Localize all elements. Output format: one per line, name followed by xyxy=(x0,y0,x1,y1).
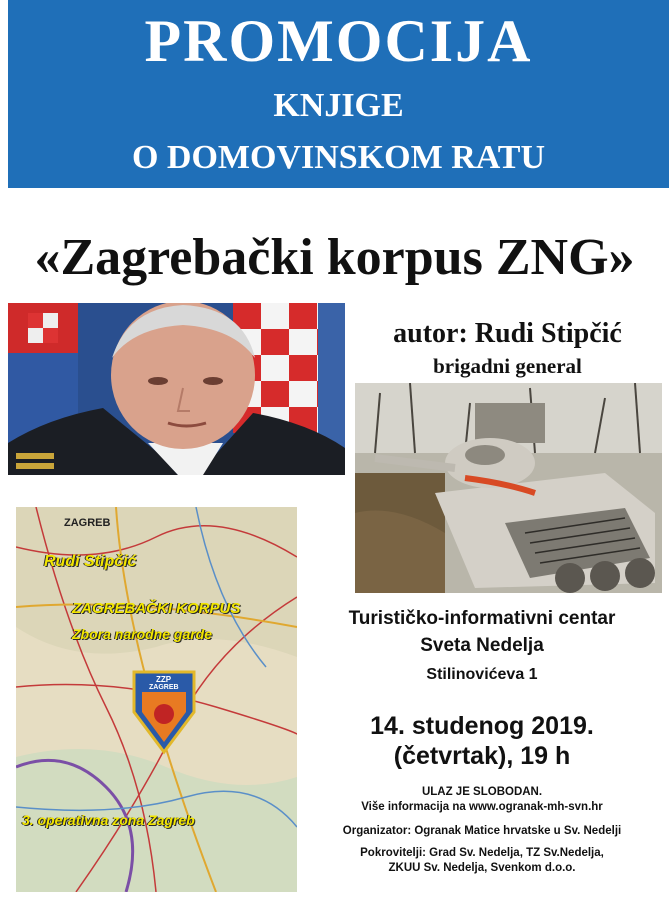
event-date: 14. studenog 2019. xyxy=(370,712,594,740)
venue-name-line2: Sveta Nedelja xyxy=(420,635,544,656)
author-photo xyxy=(8,303,345,475)
tank-photo xyxy=(355,383,662,593)
poster-subtitle-line1: KNJIGE xyxy=(273,87,404,124)
venue-name-line1: Turističko-informativni centar xyxy=(348,608,616,629)
entry-info: ULAZ JE SLOBODAN. xyxy=(421,786,543,798)
poster-title: PROMOCIJA xyxy=(144,8,533,74)
author-rank: brigadni general xyxy=(433,354,582,378)
author-photo-illustration xyxy=(8,303,345,475)
book-title: «Zagrebački korpus ZNG» xyxy=(34,229,635,286)
cover-emblem-top: ZZP xyxy=(156,675,172,684)
tank-photo-illustration xyxy=(355,383,662,593)
cover-author: Rudi Stipčić xyxy=(44,553,137,570)
book-cover xyxy=(16,507,297,892)
cover-emblem-city: ZAGREB xyxy=(149,684,179,691)
cover-bottom-label: 3. operativna zona Zagreb xyxy=(22,812,195,828)
header-banner xyxy=(8,0,669,188)
sponsors-line1: Pokrovitelji: Grad Sv. Nedelja, TZ Sv.Nedelja, xyxy=(360,847,604,859)
event-day-time: (četvrtak), 19 h xyxy=(393,742,571,770)
sponsors-line2: ZKUU Sv. Nedelja, Svenkom d.o.o. xyxy=(388,862,576,874)
more-info: Više informacija na www.ogranak-mh-svn.hr xyxy=(361,801,603,813)
venue-address: Stilinovićeva 1 xyxy=(426,666,538,683)
cover-title-line2: Zbora narodne garde xyxy=(72,626,213,642)
organizer-info: Organizator: Ogranak Matice hrvatske u Sv. Nedelji xyxy=(342,825,622,837)
cover-title-line1: ZAGREBAČKI KORPUS xyxy=(72,600,241,617)
author-name: autor: Rudi Stipčić xyxy=(393,318,622,349)
poster-subtitle-line2: O DOMOVINSKOM RATU xyxy=(131,139,546,176)
cover-city-label: ZAGREB xyxy=(64,517,111,529)
